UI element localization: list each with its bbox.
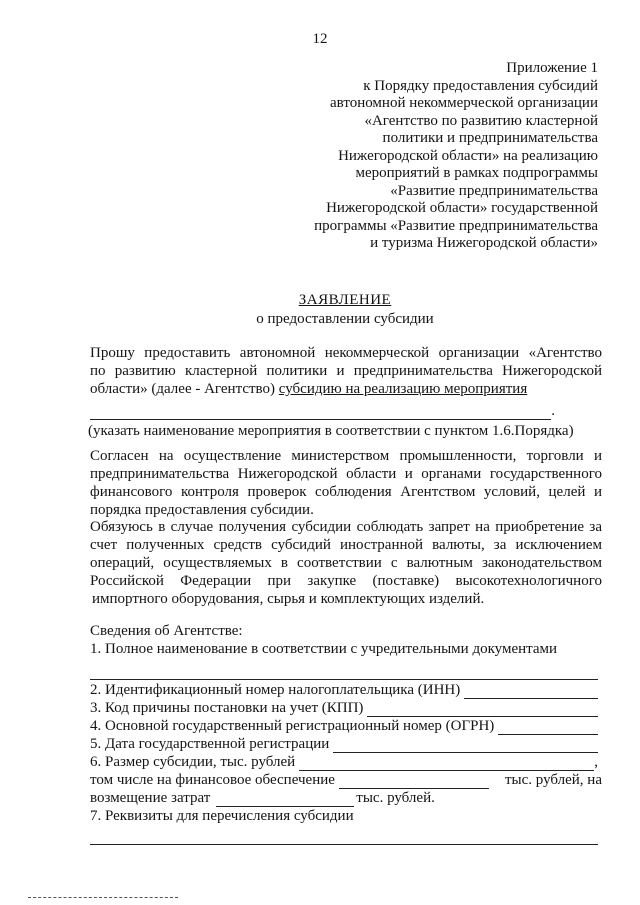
subsidy-amount-comma: , <box>594 754 598 770</box>
request-paragraph <box>90 344 602 440</box>
request-line: Прошу предоставить автономной некоммерческой организации «Агентство <box>90 345 602 361</box>
request-line <box>90 380 602 398</box>
obligation-line: Российской Федерации при закупке (поставке) высокотехнологичного <box>90 573 602 589</box>
agency-full-name-field[interactable] <box>90 658 598 680</box>
document-title <box>0 291 640 328</box>
event-name-blank[interactable] <box>90 405 551 420</box>
inn-label: 2. Идентификационный номер налогоплательщика (ИНН) <box>90 682 461 698</box>
appendix-line: программы «Развитие предпринимательства <box>314 217 598 234</box>
request-subsidy-phrase: субсидию на реализацию мероприятия <box>278 381 528 397</box>
appendix-line: мероприятий в рамках подпрограммы <box>355 165 598 181</box>
appendix-line: автономной некоммерческой организации <box>329 95 598 111</box>
ogrn-label: 4. Основной государственный регистрационный номер (ОГРН) <box>90 718 495 734</box>
event-name-hint: (указать наименование мероприятия в соответствии с пунктом 1.6.Порядка) <box>88 423 574 439</box>
appendix-line: и туризма Нижегородской области» <box>370 235 598 251</box>
footer-separator <box>28 897 178 898</box>
consent-line: предпринимательства Нижегородской области и органами государственного <box>90 466 602 482</box>
obligation-line: Обязуюсь в случае получения субсидии соблюдать запрет на приобретение за <box>90 519 602 535</box>
subsidy-amount-label: 6. Размер субсидии, тыс. рублей <box>90 754 296 770</box>
obligation-line: операций, осуществляемых в соответствии с валютным законодательством <box>90 555 602 571</box>
inn-row <box>90 681 598 699</box>
appendix-line: Приложение 1 <box>506 60 598 76</box>
agency-info-heading: Сведения об Агентстве: <box>90 623 243 639</box>
ogrn-row <box>90 717 598 735</box>
obligation-paragraph <box>90 518 602 608</box>
appendix-line: политики и предпринимательства <box>382 130 598 146</box>
registration-date-blank[interactable] <box>333 738 598 753</box>
ogrn-blank[interactable] <box>498 720 598 735</box>
event-name-field[interactable] <box>90 398 555 420</box>
obligation-line: импортного оборудования, сырья и комплектующих изделий. <box>92 591 485 607</box>
inn-blank[interactable] <box>464 684 598 699</box>
agency-info-section <box>90 622 605 845</box>
request-line: по развитию кластерной политики и предпринимательства Нижегородской <box>90 363 602 379</box>
appendix-line: «Агентство по развитию кластерной <box>364 112 598 129</box>
consent-paragraph <box>90 447 602 519</box>
kpp-blank[interactable] <box>367 702 598 717</box>
agency-full-name-label: 1. Полное наименование в соответствии с учредительными документами <box>90 641 558 657</box>
kpp-label: 3. Код причины постановки на учет (КПП) <box>90 700 364 716</box>
appendix-line: Нижегородской области» государственной <box>326 200 598 216</box>
agency-full-name-blank[interactable] <box>90 667 598 680</box>
financing-suffix: тыс. рублей, на <box>504 772 602 788</box>
consent-line: Согласен на осуществление министерством промышленности, торговли и <box>90 448 602 464</box>
bank-details-label: 7. Реквизиты для перечисления субсидии <box>90 808 354 824</box>
appendix-line: Нижегородской области» на реализацию <box>338 147 598 164</box>
event-name-period: . <box>551 403 555 419</box>
consent-line: порядка предоставления субсидии. <box>90 502 314 518</box>
reimbursement-label: возмещение затрат <box>90 790 211 806</box>
title-subtitle: о предоставлении субсидии <box>256 311 434 327</box>
reimbursement-blank[interactable] <box>216 792 354 807</box>
appendix-line: «Развитие предпринимательства <box>390 182 598 199</box>
obligation-line: счет полученных средств субсидий иностранной валюты, за исключением <box>90 537 602 553</box>
consent-line: финансового контроля проверок соблюдения Агентством условий, целей и <box>90 484 602 500</box>
title-main: ЗАЯВЛЕНИЕ <box>298 292 392 308</box>
appendix-header <box>258 60 598 253</box>
appendix-line: к Порядку предоставления субсидий <box>363 77 598 94</box>
financing-row <box>90 771 602 789</box>
request-line-prefix: области» (далее - Агентство) <box>90 381 279 397</box>
reimbursement-suffix: тыс. рублей. <box>356 790 435 806</box>
bank-details-blank[interactable] <box>90 832 598 845</box>
registration-date-row <box>90 735 598 753</box>
bank-details-field[interactable] <box>90 825 598 845</box>
kpp-row <box>90 699 598 717</box>
subsidy-amount-row <box>90 753 598 771</box>
reimbursement-row <box>90 789 602 807</box>
subsidy-amount-blank[interactable] <box>299 756 594 771</box>
page-number: 12 <box>312 31 328 47</box>
financing-blank[interactable] <box>339 774 489 789</box>
registration-date-label: 5. Дата государственной регистрации <box>90 736 330 752</box>
financing-label: том числе на финансовое обеспечение <box>90 772 335 788</box>
